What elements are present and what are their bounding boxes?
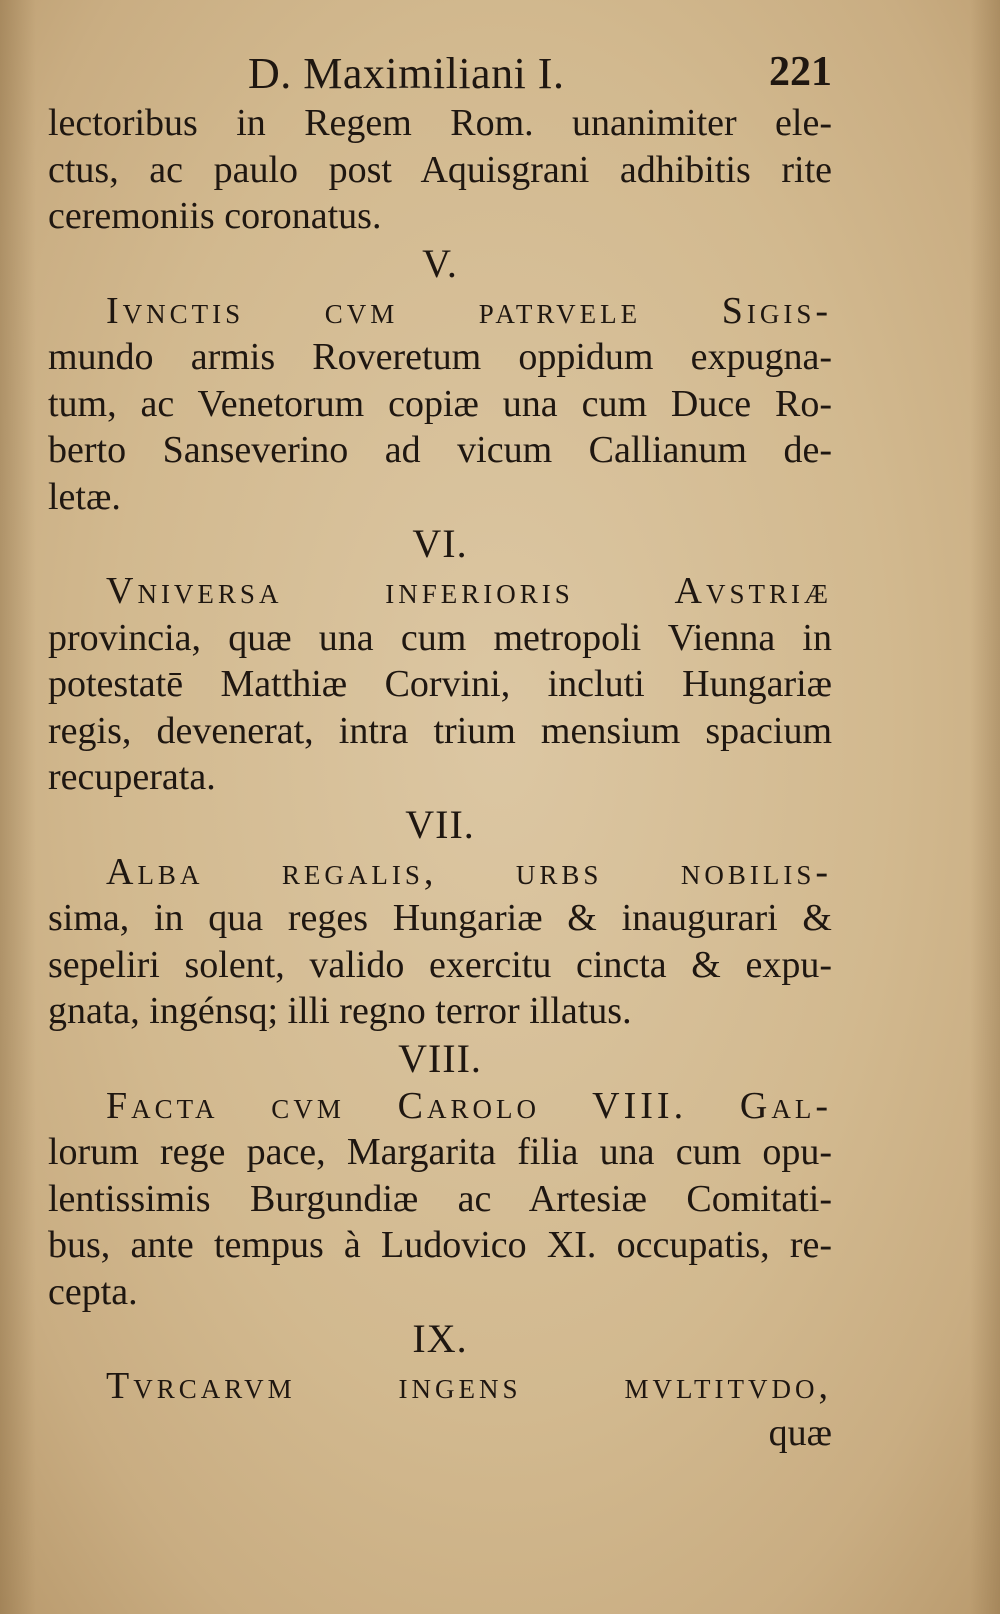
- section-viii: [48, 1035, 832, 1316]
- text-line-opening: Ivnctis cvm patrvele Sigis-: [106, 289, 832, 332]
- text-line: recuperata.: [48, 756, 216, 798]
- page-edge-shadow-right: [970, 0, 1000, 1614]
- text-line: potestatē Matthiæ Corvini, incluti Hungariæ: [48, 663, 832, 705]
- text-line-opening: Vniversa inferioris Avstriæ: [106, 570, 832, 612]
- section-vii: [48, 801, 832, 1035]
- running-head: D. Maximiliani I.: [248, 49, 565, 98]
- text-line-opening: Tvrcarvm ingens mvltitvdo,: [106, 1365, 832, 1407]
- text-line: lectoribus in Regem Rom. unanimiter ele-: [48, 102, 832, 144]
- text-line: mundo armis Roveretum oppidum expugna-: [48, 336, 832, 378]
- page-header: [48, 40, 832, 100]
- text-line-opening: Alba regalis, urbs nobilis-: [106, 850, 832, 893]
- text-line: provincia, quæ una cum metropoli Vienna in: [48, 616, 832, 659]
- section-v: [48, 240, 832, 521]
- section-numeral: IX.: [412, 1316, 468, 1361]
- text-line: berto Sanseverino ad vicum Callianum de-: [48, 429, 832, 471]
- section-numeral: VIII.: [398, 1035, 482, 1081]
- section-ix: [48, 1315, 832, 1410]
- text-line: lentissimis Burgundiæ ac Artesiæ Comitati-: [48, 1177, 832, 1220]
- text-line: ctus, ac paulo post Aquisgrani adhibitis rite: [48, 148, 832, 191]
- text-line: regis, devenerat, intra trium mensium spacium: [48, 709, 832, 752]
- page-edge-shadow-left: [0, 0, 36, 1614]
- intro-paragraph: [48, 100, 832, 240]
- text-line: lorum rege pace, Margarita filia una cum opu-: [48, 1131, 832, 1173]
- text-line: tum, ac Venetorum copiæ una cum Duce Ro-: [48, 382, 832, 425]
- text-line: bus, ante tempus à Ludovico XI. occupatis, re-: [48, 1224, 832, 1266]
- text-block: [48, 40, 832, 1456]
- text-line: gnata, ingénsq; illi regno terror illatus.: [48, 990, 632, 1032]
- text-line-opening: Facta cvm Carolo VIII. Gal-: [106, 1084, 832, 1127]
- text-line: sepeliri solent, valido exercitu cincta & expu-: [48, 943, 832, 986]
- text-line: ceremoniis coronatus.: [48, 195, 382, 237]
- text-line: cepta.: [48, 1270, 138, 1313]
- section-numeral: V.: [422, 240, 458, 286]
- page-number: 221: [769, 49, 832, 95]
- section-numeral: VII.: [405, 801, 475, 847]
- text-line: letæ.: [48, 475, 121, 518]
- text-line: sima, in qua reges Hungariæ & inaugurari &: [48, 897, 832, 939]
- catchword: quæ: [768, 1411, 832, 1454]
- section-numeral: VI.: [412, 521, 468, 566]
- section-vi: [48, 520, 832, 801]
